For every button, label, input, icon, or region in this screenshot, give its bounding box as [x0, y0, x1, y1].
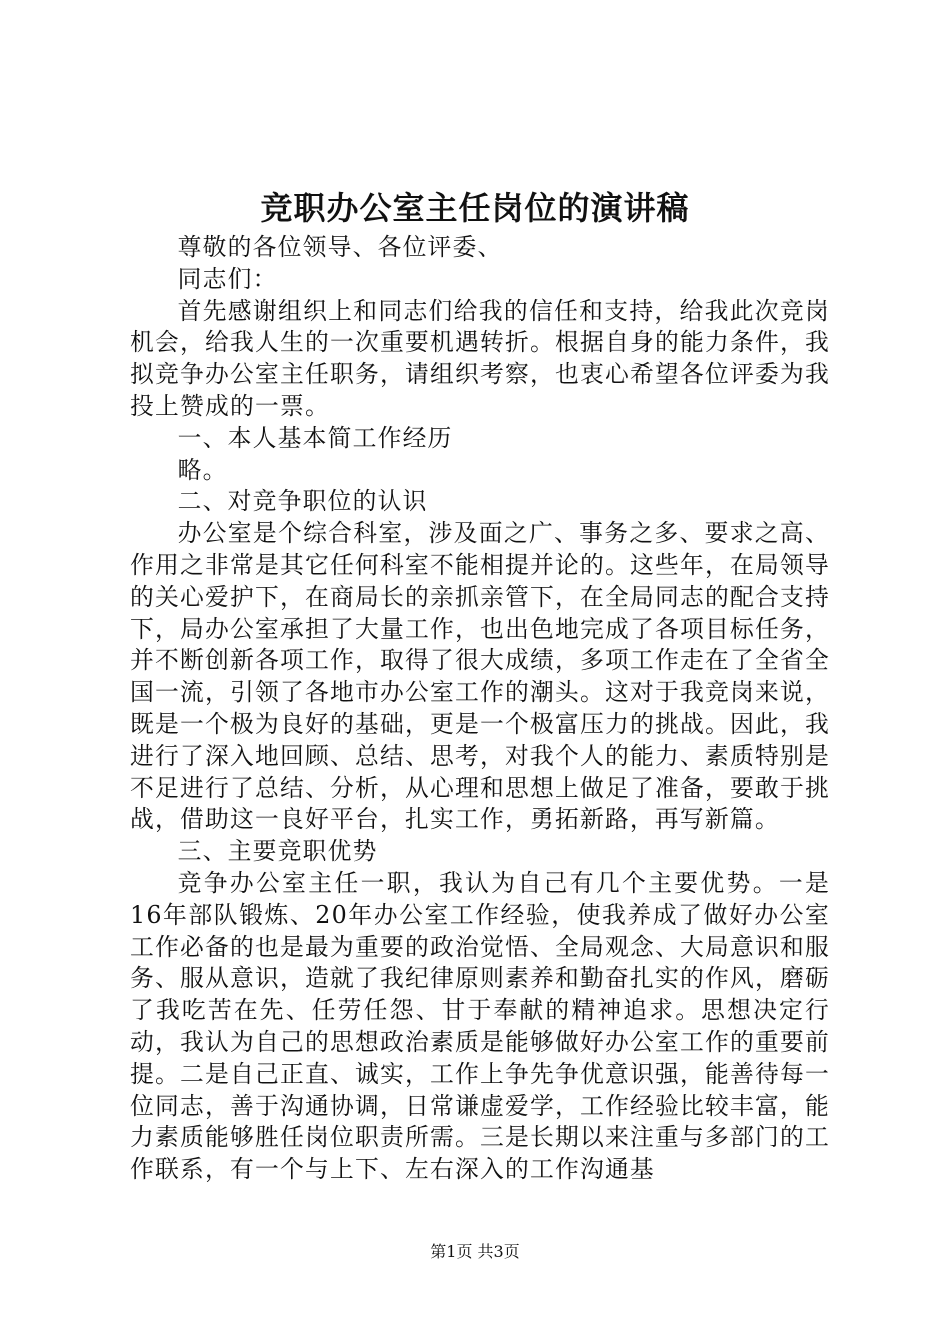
- body-paragraph: 首先感谢组织上和同志们给我的信任和支持，给我此次竞岗机会，给我人生的一次重要机遇转折。根据自身的能力条件，我拟竞争办公室主任职务，请组织考察，也衷心希望各位评委为我投上赞成的一票。: [130, 296, 830, 420]
- section-heading-1: 一、本人基本简工作经历: [177, 423, 453, 452]
- document-title: 竞职办公室主任岗位的演讲稿: [260, 189, 690, 227]
- body-paragraph: 竞争办公室主任一职，我认为自己有几个主要优势。一是16年部队锻炼、20年办公室工作经验，使我养成了做好办公室工作必备的也是最为重要的政治觉悟、全局观念、大局意识和服务、服从意识，造就了我纪律原则素养和勤奋扎实的作风，磨砺了我吃苦在先、任劳任怨、甘于奉献的精神追求。思想决定行动，我认为自己的思想政治素质是能够做好办公室工作的重要前提。二是自己正直、诚实，工作上争先争优意识强，能善待每一位同志，善于沟通协调，日常谦虚爱学，工作经验比较丰富，能力素质能够胜任岗位职责所需。三是长期以来注重与多部门的工作联系，有一个与上下、左右深入的工作沟通基: [130, 868, 830, 1184]
- section-heading-2: 二、对竞争职位的认识: [177, 487, 428, 516]
- salutation-line-1: 尊敬的各位领导、各位评委、: [177, 233, 503, 261]
- section-heading-3: 三、主要竞职优势: [177, 837, 378, 866]
- body-paragraph: 略。: [177, 455, 228, 484]
- page-footer: 第1页 共3页: [430, 1242, 520, 1261]
- salutation-line-2: 同志们：: [177, 264, 278, 293]
- document-body: [130, 232, 830, 1186]
- body-paragraph: 办公室是个综合科室，涉及面之广、事务之多、要求之高、作用之非常是其它任何科室不能相提并论的。这些年，在局领导的关心爱护下，在商局长的亲抓亲管下，在全局同志的配合支持下，局办公室承担了大量工作，也出色地完成了各项目标任务，并不断创新各项工作，取得了很大成绩，多项工作走在了全省全国一流，引领了各地市办公室工作的潮头。这对于我竞岗来说，既是一个极为良好的基础，更是一个极富压力的挑战。因此，我进行了深入地回顾、总结、思考，对我个人的能力、素质特别是不足进行了总结、分析，从心理和思想上做足了准备，要敢于挑战，借助这一良好平台，扎实工作，勇拓新路，再写新篇。: [130, 519, 830, 834]
